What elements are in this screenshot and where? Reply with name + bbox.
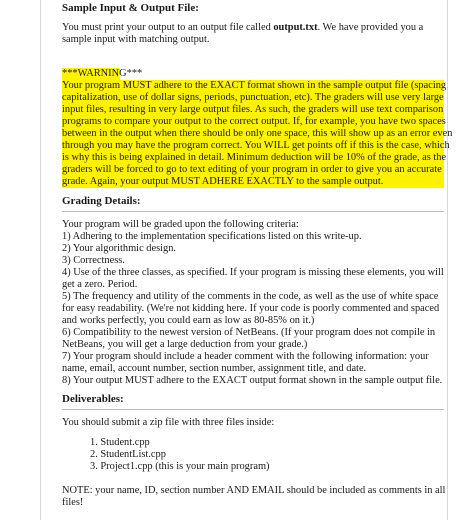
deliverable-file-3: 3. Project1.cpp (this is your main program) xyxy=(90,461,270,472)
grading-line-10: 6) Compatibility to the newest version of NetBeans. (If your program does not compile in xyxy=(62,327,436,338)
warning-line-3: input files, resulting in very large output files. As such, the graders will use text comparison xyxy=(62,104,444,115)
warning-line-4: programs to compare your output to the correct output. If, for example, you have two spaces xyxy=(62,116,446,127)
grading-line-5: 4) Use of the three classes, as specified. If your program is missing these elements, you will xyxy=(62,267,444,278)
grading-line-12: 7) Your program should include a header comment with the following information: your xyxy=(62,351,429,362)
deliverables-note-line-2: files! xyxy=(62,497,84,508)
deliverables-note-line-1: NOTE: your name, ID, section number AND EMAIL should be included as comments in all xyxy=(62,485,446,496)
grading-heading: Grading Details: xyxy=(62,195,141,207)
warning-line-8: graders will be forced to go to text editing of your program in order to give you an accurate xyxy=(62,164,442,175)
grading-line-2: 1) Adhering to the implementation specifications listed on this write-up. xyxy=(62,231,362,242)
sample-io-line-2: sample input with matching output. xyxy=(62,34,210,45)
deliverable-file-1: 1. Student.cpp xyxy=(90,437,150,448)
warning-line-1: Your program MUST adhere to the EXACT format shown in the sample output file (spacing xyxy=(62,80,447,91)
deliverables-divider xyxy=(62,409,444,410)
deliverables-intro: You should submit a zip file with three files inside: xyxy=(62,417,275,428)
grading-line-13: name, email, account number, section number, assignment title, and date. xyxy=(62,363,367,374)
warning-line-7: is why this is being explained in detail. Minimum deduction will be 10% of the grade, as the xyxy=(62,152,447,163)
grading-line-6: get a zero. Period. xyxy=(62,279,138,290)
deliverables-heading: Deliverables: xyxy=(62,393,124,405)
warning-title: ***WARNING*** xyxy=(62,68,143,79)
grading-line-9: and works perfectly, you could earn as low as 80-85% on it.) xyxy=(62,315,315,326)
grading-divider xyxy=(62,211,444,212)
grading-line-4: 3) Correctness. xyxy=(62,255,125,266)
warning-line-2: capitalization, use of dollar signs, periods, punctuation, etc). The graders will use very large xyxy=(62,92,444,103)
output-filename: output.txt xyxy=(273,22,318,33)
grading-line-3: 2) Your algorithmic design. xyxy=(62,243,177,254)
grading-line-8: for easy readability. (We're not kidding here. If your code is poorly commented and spaced xyxy=(62,303,440,314)
warning-line-9: grade. Again, your output MUST ADHERE EXACTLY to the sample output. xyxy=(62,176,384,187)
sample-io-heading: Sample Input & Output File: xyxy=(62,2,199,14)
sample-io-line-1: You must print your output to an output file called output.txt. We have provided you a xyxy=(62,22,424,33)
grading-line-7: 5) The frequency and utility of the comments in the code, as well as the use of white space xyxy=(62,291,439,302)
warning-line-6: through you may have the program correct. You WILL get points off if this is the case, which xyxy=(62,140,450,151)
deliverable-file-2: 2. StudentList.cpp xyxy=(90,449,166,460)
grading-line-11: NetBeans, you will get a large deduction from your grade.) xyxy=(62,339,308,350)
warning-line-5: between in the output when there should be only one space, this will show up as an error even xyxy=(62,128,453,139)
grading-line-1: Your program will be graded upon the following criteria: xyxy=(62,219,299,230)
grading-line-14: 8) Your output MUST adhere to the EXACT output format shown in the sample output file. xyxy=(62,375,443,386)
